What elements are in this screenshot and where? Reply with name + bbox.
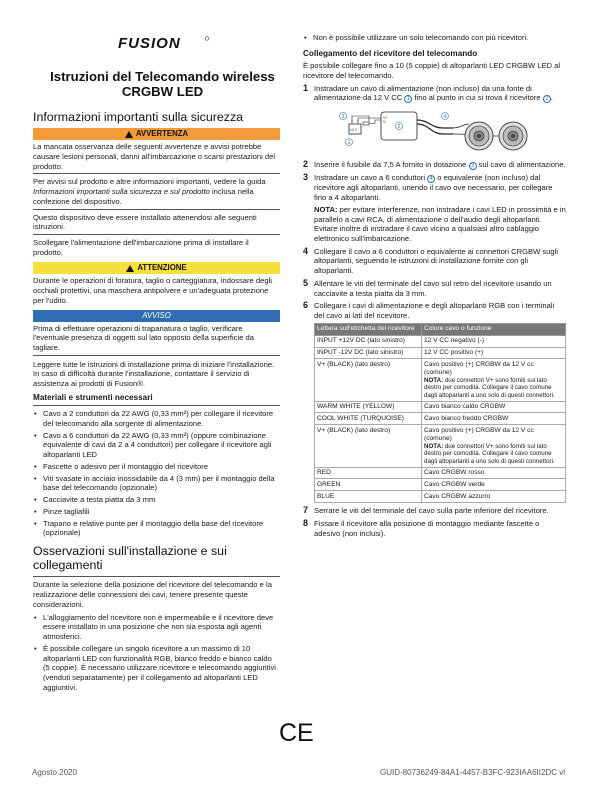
table-cell: Cavo bianco caldo CRGBW [422,401,566,413]
table-cell: Cavo bianco freddo CRGBW [422,413,566,425]
table-cell: RED [315,467,422,479]
table-cell [422,425,566,467]
callout-label: 4 [443,114,447,121]
callout-icon: 3 [469,162,477,170]
install-text: Questo dispositivo deve essere installato attenendosi alle seguenti istruzioni. [33,213,280,235]
note-label: NOTA: [424,442,444,450]
caution-band [33,262,280,274]
steps-list-cont [303,160,566,538]
note-text: due connettori V+ sono forniti sul lato destro per comodità. Collegare il cavo comune dagli altoparlanti a uno solo di questi connettori. [424,442,555,465]
list-item: • L'alloggiamento del ricevitore non è impermeabile e il ricevitore deve essere installato in una posizione che non sia esposta agli agenti atmosferici. [33,613,280,642]
steps-list [303,84,566,104]
table-cell: 12 V CC negativo (-) [422,335,566,347]
table-row [315,359,566,401]
disconnect-text: Scollegare l'alimentazione dell'imbarcazione prima di installare il prodotto. [33,237,249,257]
observations-list [33,613,280,693]
observations-intro: Durante la selezione della posizione del ricevitore del telecomando e la realizzazione delle connessioni dei cavi, tenere presente queste considerazioni. [33,580,272,609]
callout-1-icon [346,139,353,146]
table-header-row [315,323,566,335]
speaker-icon [465,122,493,150]
table-row [315,347,566,359]
ce-text: CE [279,720,314,744]
table-row [315,335,566,347]
step-item [303,519,566,538]
table-header: Lettera sull'etichetta del ricevitore [315,323,422,335]
cell-value: Cavo positivo (+) CRGBW da 12 V cc (comune) [424,360,534,376]
step-number: 7 [303,505,309,516]
receiver-label: V+ [383,116,388,121]
caution-label: ATTENZIONE [137,263,187,273]
step-item [303,506,566,516]
table-cell: V+ (BLACK) (lato destro) [315,425,422,467]
list-item: • Cacciavite a testa piatta da 3 mm [33,495,280,505]
connection-heading: Collegamento del ricevitore del telecomando [303,48,478,58]
table-header: Colore cavo o funzione [422,323,566,335]
guide-text-a: Per avvisi sul prodotto e altre informazioni importanti, vedere la guida [33,177,266,187]
table-cell: INPUT -12V DC (lato sinistro) [315,347,422,359]
wiring-diagram-svg [303,106,553,156]
table-cell: Cavo CRGBW azzurro [422,491,566,503]
table-row [315,425,566,467]
step-number: 8 [303,517,309,528]
step-number: 6 [303,300,309,311]
step-item [303,84,566,104]
table-cell: V+ (BLACK) (lato destro) [315,359,422,401]
table-row [315,401,566,413]
list-item: • Pinze tagliafili [33,507,280,517]
notice-text: Prima di effettuare operazioni di trapanatura o taglio, verificare l'eventuale presenza di oggetti sul lato opposto della superficie da tagliare. [33,324,280,356]
step-text: Fissare il ricevitore alla posizione di montaggio mediante fascette o adesivo (non inclusi). [314,518,540,538]
table-cell: WARM WHITE (YELLOW) [315,401,422,413]
step-number: 3 [303,172,309,183]
step-number: 2 [303,159,309,170]
callout-label: 1 [347,140,351,147]
list-item: • Cavo a 2 conduttori da 22 AWG (0,33 mm²) per collegare il ricevitore del telecomando alla sorgente di alimentazione. [33,409,280,428]
observations-heading: Osservazioni sull'installazione e sui collegamenti [33,543,227,573]
step-text: Instradare un cavo di alimentazione (non incluso) da una fonte di alimentazione da 12 V CC [314,83,532,103]
left-column [33,110,280,695]
brand-text: FUSION [118,36,181,50]
note-label: NOTA: [314,204,338,214]
notice-band [33,310,280,322]
divider [33,576,280,577]
ce-mark-icon [278,720,316,744]
list-item: • Viti svasate in acciaio inossidabile da 4 (3 mm) per il montaggio della base del telecomando (opzionale) [33,474,280,493]
read-instructions-text: Leggere tutte le istruzioni di installazione prima di iniziare l'installazione. In caso di difficoltà durante l'installazione, contattare il servizio di assistenza ai prodotti di Fusion®. [33,359,275,389]
step-number: 5 [303,277,309,288]
guide-text [33,177,280,209]
step-text: Collegare i cavi di alimentazione e degli altoparlanti RGB con i terminali del cavo ai lati del ricevitore. [314,301,555,320]
note-text: per evitare interferenze, non instradare i cavi LED in prossimità e in parallelo a cavi RCA, di alimentazione o dell'audio degli altoparlanti. Evitare inoltre di instradare il cavo vicino a qualsiasi altro cablaggio elettronico sull'imbarcazione. [314,204,566,243]
step-item [303,279,566,298]
step-text: sul cavo di alimentazione. [476,160,566,170]
title-line-2: CRGBW LED [121,83,204,99]
cell-value: Cavo positivo (+) CRGBW da 12 V cc (comune) [424,426,534,442]
step-text: Collegare il cavo a 6 conduttori o equivalente ai connettori CRGBW sugli altoparlanti, seguendo le istruzioni di installazione fornite con gli altoparlanti. [314,246,558,276]
note-text: due connettori V+ sono forniti sul lato destro per comodità. Collegare il cavo comune dagli altoparlanti a uno solo di questi connettori. [424,376,555,399]
materials-heading: Materiali e strumenti necessari [33,392,153,402]
guide-text-c: inclusa nella confezione del dispositivo. [33,187,254,206]
caution-icon [126,265,134,272]
table-cell: BLUE [315,491,422,503]
step-item [303,301,566,503]
connection-intro: È possibile collegare fino a 10 (5 coppie) di altoparlanti LED CRGBW LED al ricevitore del telecomando. [303,61,561,80]
notice-label: AVVISO [142,310,171,320]
table-cell [422,359,566,401]
safety-heading: Informazioni importanti sulla sicurezza [33,110,244,124]
callout-2-icon [396,123,403,130]
fusion-logo [118,36,210,50]
right-column [303,33,566,541]
warning-text: La mancata osservanza delle seguenti avvertenze e avvisi potrebbe causare lesioni personali, danni all'imbarcazione o scarsi prestazioni del prodotto. [33,142,280,174]
table-cell: COOL WHITE (TURQUOISE) [315,413,422,425]
cell-note [424,443,563,465]
callout-label: 2 [397,124,401,131]
step-item [303,160,566,170]
list-item: • È possibile collegare un singolo ricevitore a un massimo di 10 altoparlanti LED con funzionalità RGB, bianco freddo e bianco caldo (5 coppie). È necessario utilizzare ricevitore e telecomando aggiuntivi (venduti separatamente) per il collegamento ad altoparlanti LED aggiuntivi. [33,644,280,693]
battery-label: 12 V [350,128,358,133]
table-row [315,479,566,491]
step-text: Inserire il fusibile da 7,5 A fornito in dotazione [314,160,469,170]
step-number: 4 [303,245,309,256]
wiring-diagram [303,106,553,156]
warning-label: AVVERTENZA [135,129,189,139]
step-text: . [550,93,553,103]
list-item: • Fascette o adesivo per il montaggio del ricevitore [33,462,280,472]
table-cell: INPUT +12V DC (lato sinistro) [315,335,422,347]
table-cell: 12 V CC positivo (+) [422,347,566,359]
speaker-icon [499,122,527,150]
footer-date: Agosto 2020 [32,768,77,777]
guide-title: Informazioni importanti sulla sicurezza e sul prodotto [33,187,210,197]
table-row [315,491,566,503]
fuse-icon [363,122,369,125]
callout-icon: 4 [427,175,435,183]
footer-guid: GUID-80736249-84A1-4457-B3FC-923IAA6II2DC vl [380,768,565,777]
list-item: • Cavo a 6 conduttori da 22 AWG (0,33 mm²) (oppure combinazione equivalente di cavi da 2 a 4 conduttori) per collegare il ricevitore agli altoparlanti LED [33,431,280,460]
observations-list-cont [303,33,566,43]
warning-icon [125,131,133,138]
callout-icon: 2 [543,95,551,103]
title-line-1: Istruzioni del Telecomando wireless [50,69,275,84]
step-number: 1 [303,82,309,93]
step-text: fino al punto in cui si trova il ricevitore [412,93,543,103]
document-title [30,70,295,100]
wiring-table [314,323,566,504]
divider [33,405,280,406]
step-item [303,247,566,276]
table-cell: Cavo CRGBW rosso [422,467,566,479]
table-row [315,413,566,425]
step-text: Allentare le viti del terminale del cavo sul retro del ricevitore usando un cacciavite a testa piatta da 3 mm. [314,278,552,298]
table-cell: Cavo CRGBW verde [422,479,566,491]
step-item [303,173,566,243]
warning-band [33,128,280,140]
note-label: NOTA: [424,376,444,384]
cell-note [424,377,563,399]
step-text: Serrare le viti del terminale del cavo sulla parte inferiore del ricevitore. [314,506,549,516]
list-item: • Non è possibile utilizzare un solo telecomando con più ricevitori. [303,33,566,43]
caution-text: Durante le operazioni di foratura, taglio o carteggiatura, indossare degli occhiali protettivi, una maschera antipolvere e un'adeguata protezione per l'udito. [33,276,272,305]
callout-icon: 1 [404,95,412,103]
table-row [315,467,566,479]
list-item: • Trapano e relative punte per il montaggio della base del ricevitore (opzionale) [33,519,280,538]
callout-4-icon [442,113,449,120]
materials-list [33,409,280,538]
step-text: Instradare un cavo a 6 conduttori [314,173,428,183]
callout-label: 3 [341,114,345,121]
callout-3-icon [340,113,347,120]
step-text: o equivalente (non incluso) dal ricevitore agli altoparlanti, unendo il cavo ove necessario, per collegare fino a 4 altoparlanti. [314,173,553,203]
table-cell: GREEN [315,479,422,491]
receiver-label: V- [383,120,387,125]
